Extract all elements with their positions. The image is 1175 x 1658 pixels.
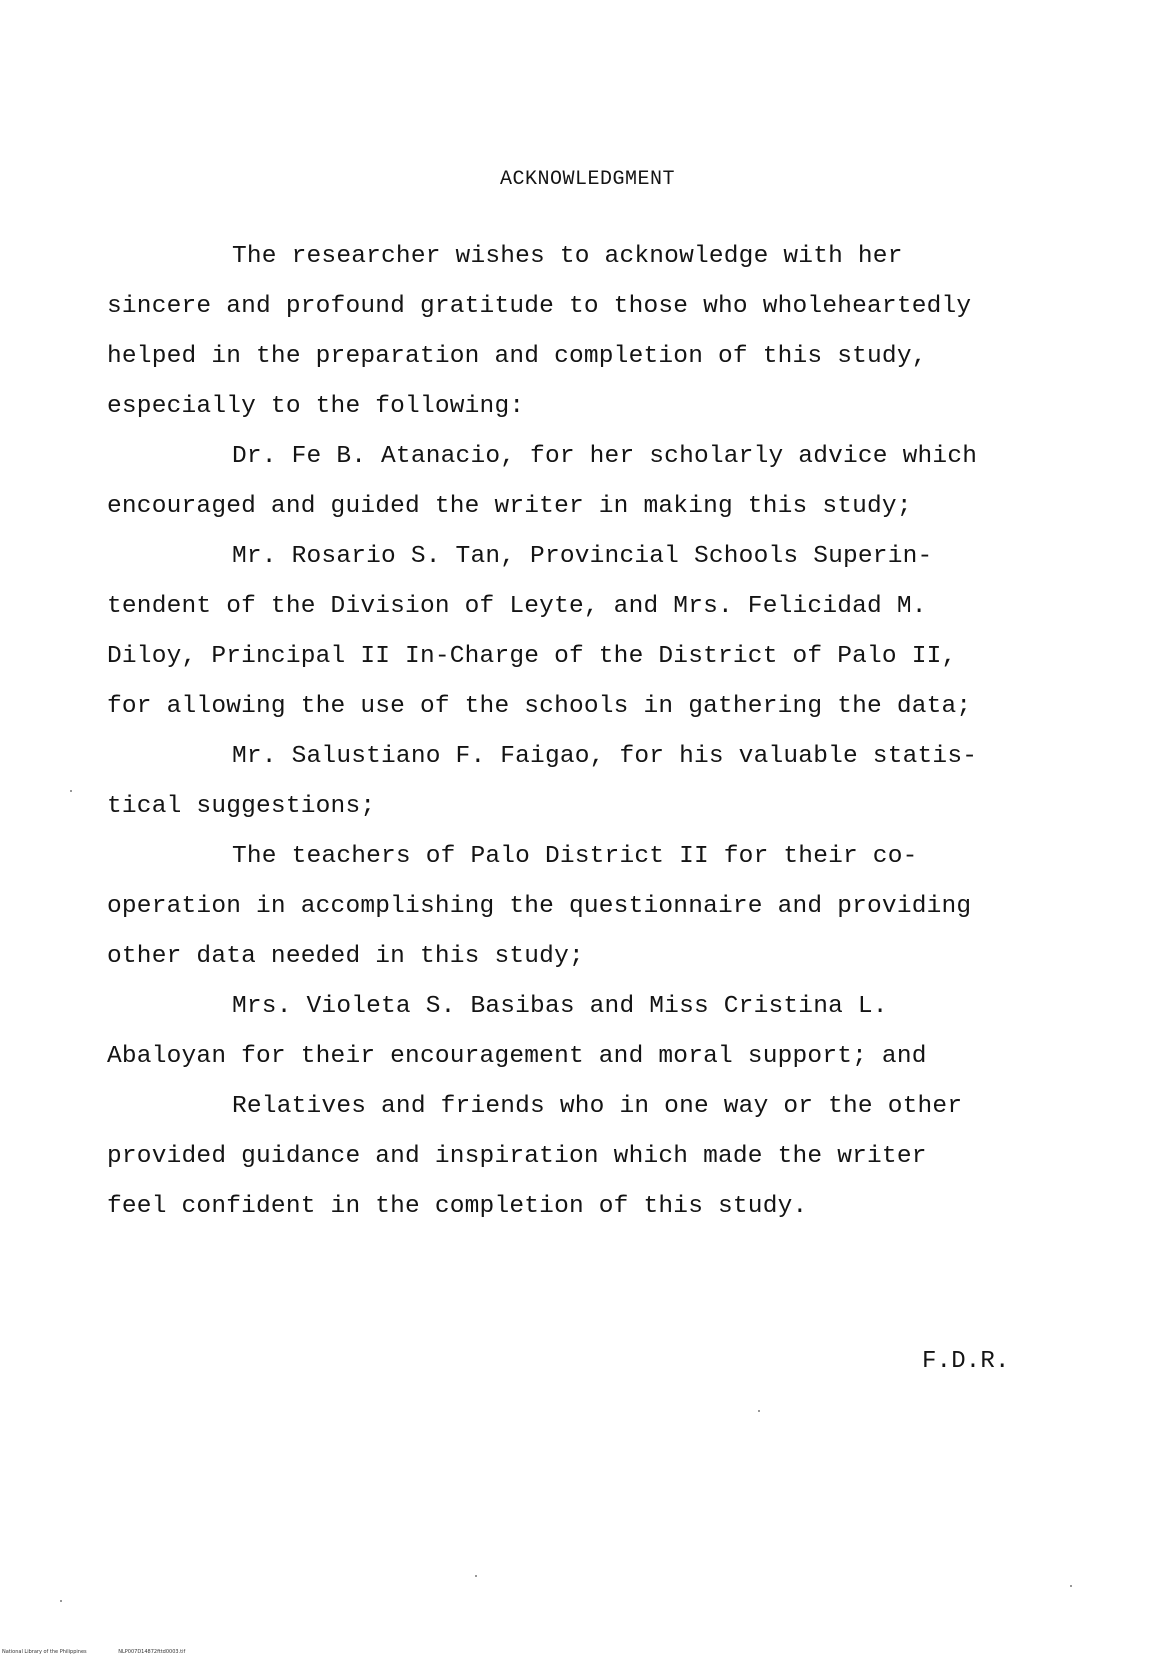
text-line: Dr. Fe B. Atanacio, for her scholarly advice which bbox=[232, 443, 978, 470]
scan-speck bbox=[60, 1600, 62, 1602]
scan-speck bbox=[758, 1410, 760, 1412]
text-line: Mr. Salustiano F. Faigao, for his valuable statis- bbox=[232, 743, 978, 770]
text-line: sincere and profound gratitude to those who wholeheartedly bbox=[107, 293, 972, 320]
file-name: NLP007D14872fttd0003.tif bbox=[118, 1649, 186, 1655]
text-line: tendent of the Division of Leyte, and Mrs. Felicidad M. bbox=[107, 593, 927, 620]
signature-initials: F.D.R. bbox=[922, 1348, 1010, 1375]
text-line: especially to the following: bbox=[107, 393, 525, 420]
text-line: Diloy, Principal II In-Charge of the District of Palo II, bbox=[107, 643, 957, 670]
text-line: encouraged and guided the writer in making this study; bbox=[107, 493, 912, 520]
text-line: for allowing the use of the schools in gathering the data; bbox=[107, 693, 972, 720]
text-line: Relatives and friends who in one way or the other bbox=[232, 1093, 963, 1120]
text-line: Mr. Rosario S. Tan, Provincial Schools Superin- bbox=[232, 543, 933, 570]
text-line: feel confident in the completion of this study. bbox=[107, 1193, 808, 1220]
library-credit: National Library of the Philippines bbox=[2, 1649, 87, 1655]
text-line: The teachers of Palo District II for their co- bbox=[232, 843, 918, 870]
scan-speck bbox=[1070, 1585, 1072, 1587]
text-line: operation in accomplishing the questionnaire and providing bbox=[107, 893, 972, 920]
text-line: The researcher wishes to acknowledge with her bbox=[232, 243, 903, 270]
text-line: other data needed in this study; bbox=[107, 943, 584, 970]
text-line: provided guidance and inspiration which made the writer bbox=[107, 1143, 927, 1170]
text-line: helped in the preparation and completion of this study, bbox=[107, 343, 927, 370]
text-line: Mrs. Violeta S. Basibas and Miss Cristina L. bbox=[232, 993, 888, 1020]
page-title: ACKNOWLEDGMENT bbox=[499, 168, 676, 191]
scan-footer bbox=[2, 1649, 215, 1655]
scan-speck bbox=[70, 790, 72, 792]
text-line: Abaloyan for their encouragement and moral support; and bbox=[107, 1043, 927, 1070]
scan-speck bbox=[475, 1575, 477, 1577]
text-line: tical suggestions; bbox=[107, 793, 376, 820]
